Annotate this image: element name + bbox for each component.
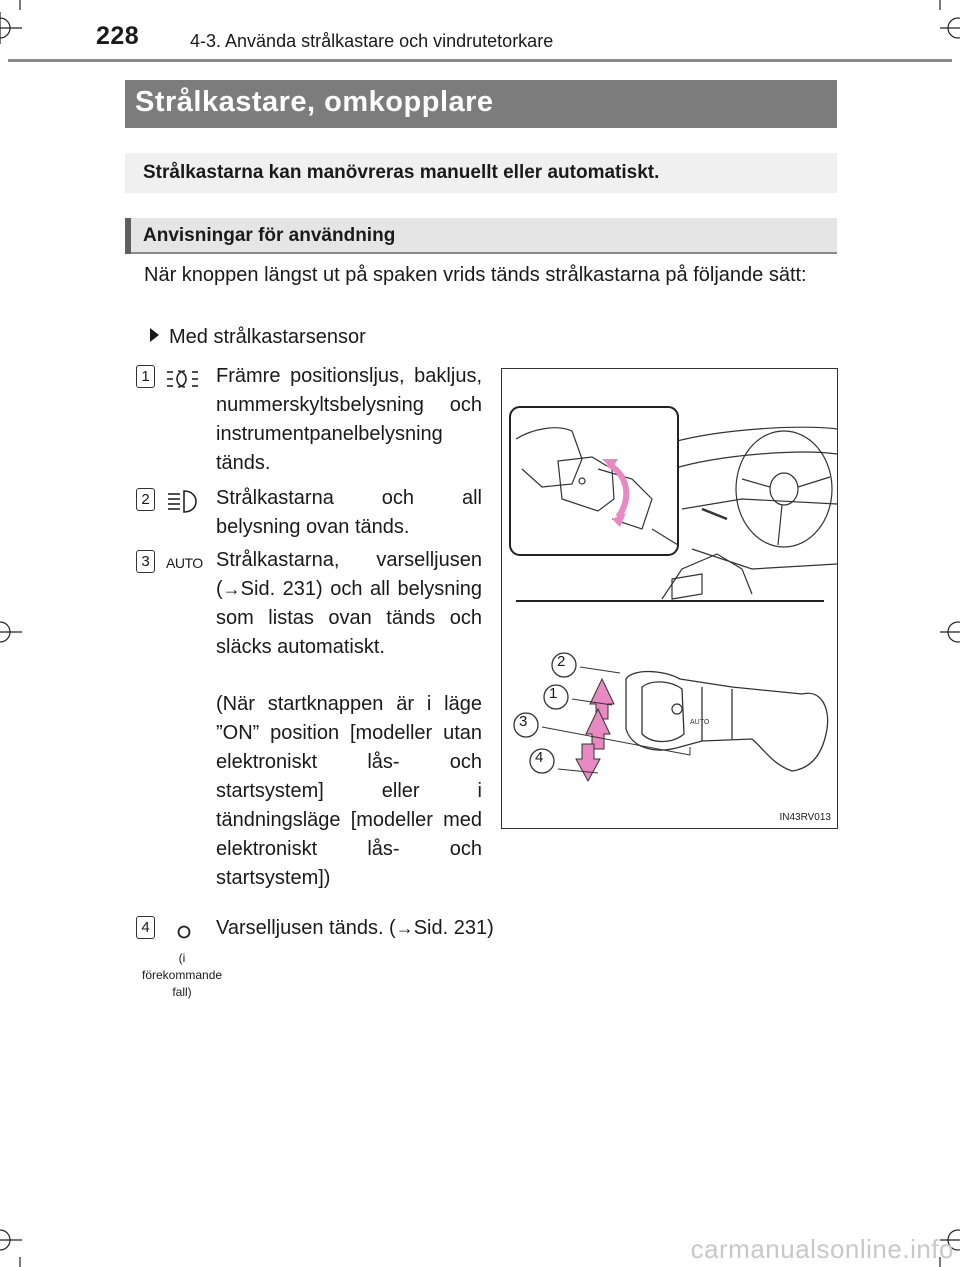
footer-brand[interactable]: carmanualsonline.info [690, 1234, 954, 1264]
item-4-page-reference[interactable]: Sid. 231 [413, 917, 488, 939]
figure-callout-3: 3 [519, 713, 528, 730]
triangle-bullet-icon [150, 328, 159, 342]
figure-callout-2: 2 [557, 653, 566, 670]
page-title: Strålkastare, omkopplare [135, 86, 494, 118]
position-lights-icon [166, 366, 206, 392]
intro-text: Strålkastarna kan manövreras manuellt eller automatiskt. [143, 162, 660, 183]
reference-arrow-icon: → [395, 918, 414, 938]
headlight-switch-figure [501, 368, 838, 829]
item-text-3-before: Strålkastarna, varselljusen ( [216, 549, 482, 600]
section-accent [125, 218, 131, 254]
item-3-page-reference[interactable]: Sid. 231 [240, 578, 317, 600]
item-number-2: 2 [136, 488, 155, 511]
item-number-4: 4 [136, 916, 155, 939]
section-heading-bar [125, 218, 837, 254]
item-text-3 [216, 546, 482, 662]
section-heading: Anvisningar för användning [143, 225, 396, 246]
headlight-icon [166, 488, 206, 514]
item-text-4 [216, 914, 494, 943]
stalk-auto-label: AUTO [690, 719, 710, 726]
figure-callout-1: 1 [549, 685, 558, 702]
figure-illustration [502, 369, 837, 828]
item-text-2: Strålkastarna och all belysning ovan tänds. [216, 487, 482, 538]
section-paragraph: När knoppen längst ut på spaken vrids tänds strålkastarna på följande sätt: [144, 264, 807, 286]
item-4-icon-note: (i förekommande fall) [142, 951, 223, 999]
figure-callout-4: 4 [535, 749, 544, 766]
auto-icon: AUTO [166, 555, 203, 571]
figure-code: IN43RV013 [779, 812, 831, 823]
item-text-4-after: ) [487, 917, 494, 939]
item-text-1: Främre positionsljus, bakljus, nummerskyltsbelysning och instrumentpanelbelysning tänds. [216, 365, 482, 474]
item-number-1: 1 [136, 365, 155, 388]
intro-box [125, 153, 837, 193]
header-rule [8, 59, 952, 62]
off-circle-icon [176, 924, 192, 940]
item-text-4-before: Varselljusen tänds. ( [216, 917, 396, 939]
item-note-3: (När startknappen är i läge ”ON” position [modeller utan elektroniskt lås- och startsystem] eller i tändningsläge [modeller med elektroniskt lås- och startsystem]) [216, 693, 482, 889]
item-text-3-after: ) och all belysning som listas ovan tänds och släcks automatiskt. [216, 578, 483, 658]
item-number-3: 3 [136, 550, 155, 573]
reference-arrow-icon: → [222, 579, 241, 599]
bullet-text: Med strålkastarsensor [169, 326, 366, 348]
bullet-item [150, 326, 366, 349]
chapter-title: 4-3. Använda strålkastare och vindrutetorkare [190, 31, 554, 51]
title-bar [125, 80, 837, 128]
page-number: 228 [96, 22, 140, 50]
